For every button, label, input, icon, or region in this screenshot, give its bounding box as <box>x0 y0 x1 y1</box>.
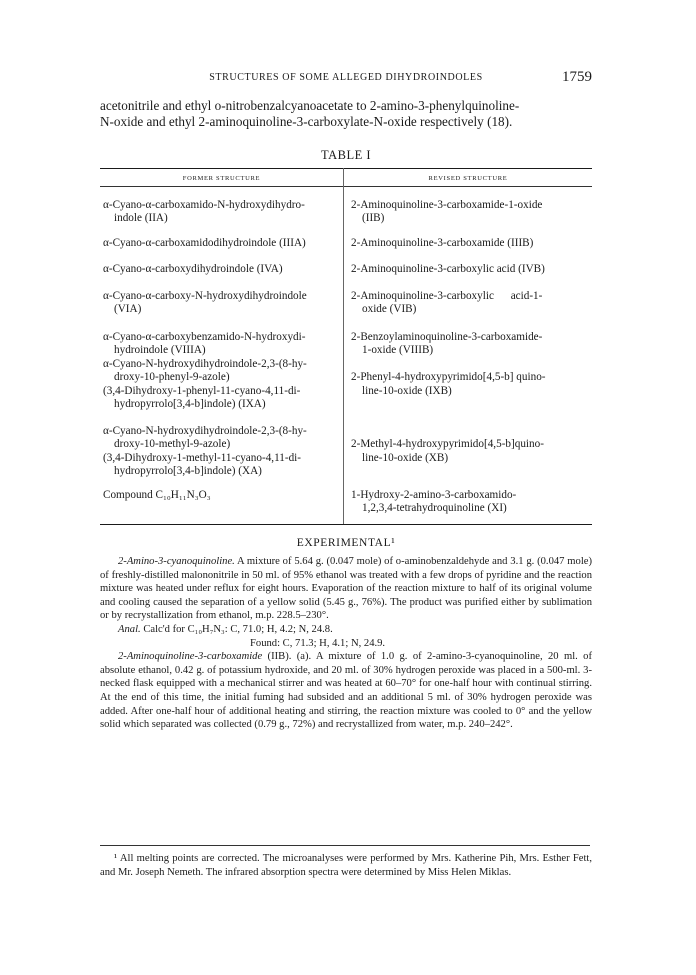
table-cell-revised: 2-Aminoquinoline-3-carboxamide-1-oxide (IIB) <box>351 199 543 225</box>
table-caption: TABLE I <box>320 148 372 162</box>
paragraph-aminoquinoline-carboxamide: 2-Aminoquinoline-3-carboxamide (IIB). (a). A mixture of 1.0 g. of 2-amino-3-cyanoquinoline, 20 ml. of absolute ethanol, 0.42 g. of potassium hydroxide, and 20 ml. of 30% hydrogen peroxide was placed in a 500-ml. 3-necked flask equipped with a mechanical stirrer and was heated at 60–70° for one-half hour with continual stirring. At the end of this time, the initial fuming had subsided and an additional 5 ml. of 30% hydrogen peroxide was added. After one-half hour of additional heating and stirring, the reaction mixture was cooled to 0° and the yellow solid which separated was collected (0.79 g., 72%) and recrystallized from water, m.p. 240–242°. <box>100 651 592 731</box>
table-cell-revised: 2-Methyl-4-hydroxypyrimido[4,5-b]quino- line-10-oxide (XB) <box>351 438 544 464</box>
footnote-rule <box>100 845 590 846</box>
table-cell-revised: 2-Aminoquinoline-3-carboxamide (IIIB) <box>351 237 534 249</box>
analysis-line: Anal. Calc'd for C₁₀H₇N₃: C, 71.0; H, 4.2; N, 24.8. <box>118 623 333 635</box>
intro-line: acetonitrile and ethyl o-nitrobenzalcyanoacetate to 2-amino-3-phenylquinoline- <box>100 98 520 113</box>
table-top-rule <box>100 168 592 169</box>
table-cell-former: α-Cyano-α-carboxamidodihydroindole (IIIA) <box>103 237 306 249</box>
intro-paragraph <box>100 98 592 130</box>
running-title: STRUCTURES OF SOME ALLEGED DIHYDROINDOLES <box>209 72 483 83</box>
table-cell-revised: 2-Aminoquinoline-3-carboxylic acid-1- oxide (VIB) <box>351 290 543 316</box>
table-header-rule <box>100 186 592 187</box>
table-cell-former: α-Cyano-α-carboxybenzamido-N-hydroxydi- hydroindole (VIIIA) α-Cyano-N-hydroxydihydroindole-2,3-(8-hy- droxy-10-phenyl-9-azole) (3,4-Dihydroxy-1-phenyl-11-cyano-4,11-di- hydropyrrolo[3,4-b]indole) (IXA) <box>103 331 307 411</box>
table-cell-former: α-Cyano-α-carboxamido-N-hydroxydihydro- indole (IIA) <box>103 199 305 225</box>
section-heading: EXPERIMENTAL¹ <box>296 537 396 549</box>
table-bottom-rule <box>100 524 592 525</box>
table-cell-former: α-Cyano-N-hydroxydihydroindole-2,3-(8-hy- droxy-10-methyl-9-azole) (3,4-Dihydroxy-1-methyl-11-cyano-4,11-di- hydropyrrolo[3,4-b]indole) (XA) <box>103 425 307 478</box>
paragraph-aminocyanoquinoline: 2-Amino-3-cyanoquinoline. A mixture of 5.64 g. (0.047 mole) of o-aminobenzaldehyde and 3.1 g. (0.047 mole) of freshly-distilled malononitrile in 50 ml. of 95% ethanol was treated with a few drops of pyridine and the reaction mixture was heated under reflux for eight hours. Evaporation of the reaction mixture to half of its original volume and cooling caused the separation of a yellow solid (5.45 g., 76%). The product was purified either by sublimation or by recrystallization from ethanol, m.p. 228.5–230°. <box>100 556 592 622</box>
table-cell-former: Compound C₁₀H₁₁N₃O₃ <box>103 489 211 501</box>
table-column-divider <box>343 168 344 524</box>
found-line: Found: C, 71.3; H, 4.1; N, 24.9. <box>250 637 386 649</box>
table-header-former: FORMER STRUCTURE <box>182 175 261 182</box>
footnote: ¹ All melting points are corrected. The microanalyses were performed by Mrs. Katherine Pih, Mrs. Esther Fett, and Mr. Joseph Nemeth. The infrared absorption spectra were determined by Miss Helen Miklas. <box>100 853 592 878</box>
table-header-revised: REVISED STRUCTURE <box>428 175 508 182</box>
intro-line: N-oxide and ethyl 2-aminoquinoline-3-carboxylate-N-oxide respectively (18). <box>100 114 513 129</box>
table-cell-former: α-Cyano-α-carboxydihydroindole (IVA) <box>103 263 283 275</box>
experimental-body <box>100 555 592 732</box>
table-cell-former: α-Cyano-α-carboxy-N-hydroxydihydroindole (VIA) <box>103 290 307 316</box>
table-cell-revised: 1-Hydroxy-2-amino-3-carboxamido- 1,2,3,4-tetrahydroquinoline (XI) <box>351 489 517 515</box>
table-cell-revised: 2-Aminoquinoline-3-carboxylic acid (IVB) <box>351 263 545 275</box>
page-number: 1759 <box>562 69 592 85</box>
page-header <box>100 69 592 90</box>
table-cell-revised: 2-Benzoylaminoquinoline-3-carboxamide- 1-oxide (VIIIB) 2-Phenyl-4-hydroxypyrimido[4,5-b] quino- line-10-oxide (IXB) <box>351 331 546 397</box>
